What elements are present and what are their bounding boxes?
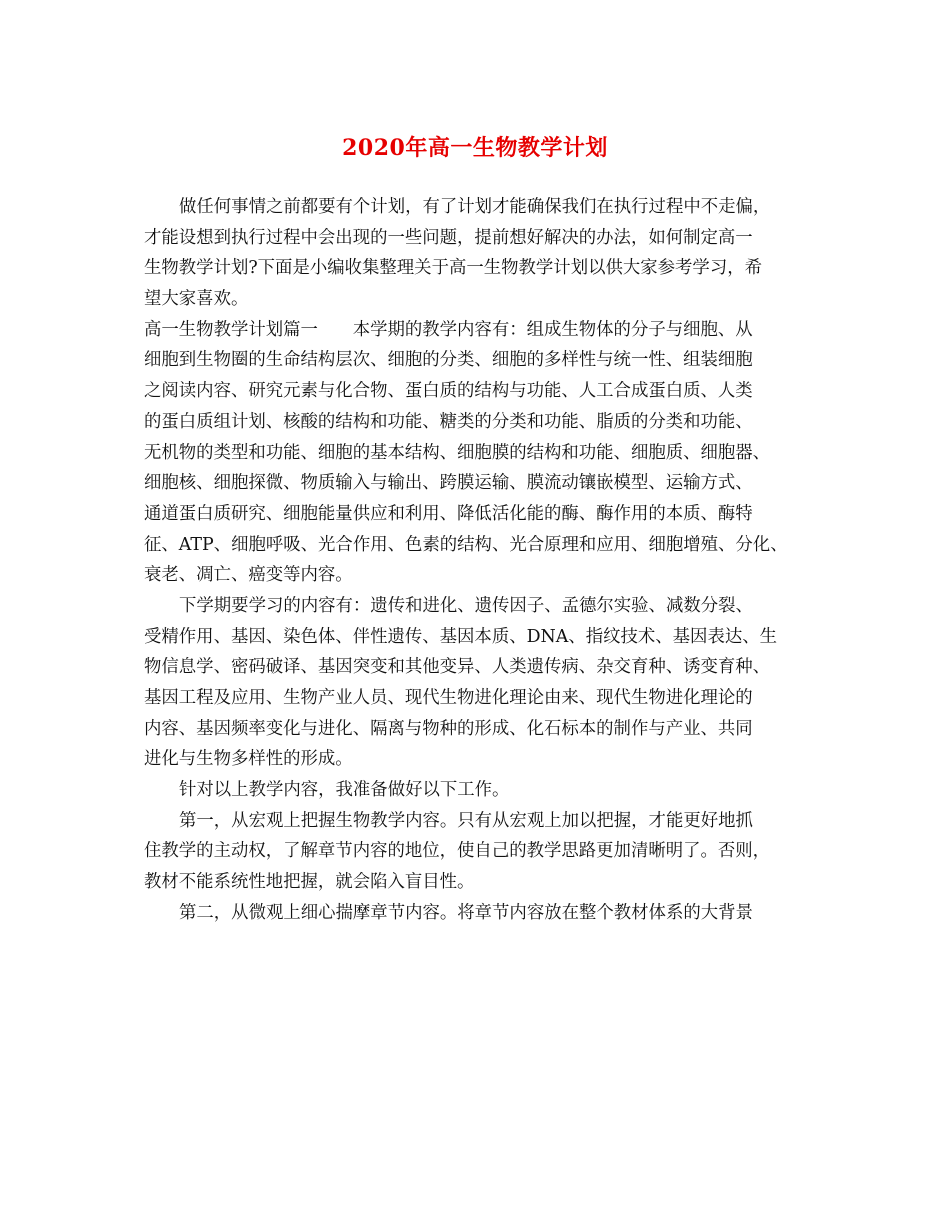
- text-line: 望大家喜欢。: [144, 289, 249, 310]
- text-line: 第一，从宏观上把握生物教学内容。只有从宏观上加以把握，才能更好地抓: [179, 810, 753, 831]
- text-line: 征、ATP、细胞呼吸、光合作用、色素的结构、光合原理和应用、细胞增殖、分化、: [144, 534, 788, 555]
- text-line: 之阅读内容、研究元素与化合物、蛋白质的结构与功能、人工合成蛋白质、人类: [144, 381, 753, 402]
- text-line: 住教学的主动权，了解章节内容的地位，使自己的教学思路更加清晰明了。否则，: [144, 841, 771, 862]
- text-line: 内容、基因频率变化与进化、隔离与物种的形成、化石标本的制作与产业、共同: [144, 718, 753, 739]
- text-line: 进化与生物多样性的形成。: [144, 749, 353, 770]
- text-line: 基因工程及应用、生物产业人员、现代生物进化理论由来、现代生物进化理论的: [144, 688, 753, 708]
- text-line: 下学期要学习的内容有：遗传和进化、遗传因子、孟德尔实验、减数分裂、: [179, 595, 753, 616]
- text-line: 受精作用、基因、染色体、伴性遗传、基因本质、DNA、指纹技术、基因表达、生: [144, 626, 778, 647]
- text-line: 细胞核、细胞探微、物质输入与输出、跨膜运输、膜流动镶嵌模型、运输方式、: [144, 473, 753, 494]
- text-line: 生物教学计划?下面是小编收集整理关于高一生物教学计划以供大家参考学习，希: [144, 258, 762, 279]
- text-line: 第二，从微观上细心揣摩章节内容。将章节内容放在整个教材体系的大背景: [179, 902, 753, 923]
- text-line: 的蛋白质组计划、核酸的结构和功能、糖类的分类和功能、脂质的分类和功能、: [144, 411, 753, 432]
- text-line: 教材不能系统性地把握，就会陷入盲目性。: [144, 872, 475, 893]
- text-line: 针对以上教学内容，我准备做好以下工作。: [179, 780, 510, 801]
- text-line: 通道蛋白质研究、细胞能量供应和利用、降低活化能的酶、酶作用的本质、酶特: [144, 503, 753, 524]
- text-line: 细胞到生物圈的生命结构层次、细胞的分类、细胞的多样性与统一性、组装细胞: [144, 350, 753, 371]
- text-line: 物信息学、密码破译、基因突变和其他变异、人类遗传病、杂交育种、诱变育种、: [144, 657, 771, 678]
- text-line: 无机物的类型和功能、细胞的基本结构、细胞膜的结构和功能、细胞质、细胞器、: [144, 442, 771, 463]
- text-line: 做任何事情之前都要有个计划，有了计划才能确保我们在执行过程中不走偏，: [179, 197, 771, 217]
- document-body: [144, 192, 824, 929]
- text-line: 衰老、凋亡、癌变等内容。: [144, 565, 353, 586]
- document-title: 2020年高一生物教学计划: [342, 135, 608, 161]
- text-line: 高一生物教学计划篇一 本学期的教学内容有：组成生物体的分子与细胞、从: [144, 319, 753, 340]
- text-line: 才能设想到执行过程中会出现的一些问题，提前想好解决的办法，如何制定高一: [144, 227, 753, 248]
